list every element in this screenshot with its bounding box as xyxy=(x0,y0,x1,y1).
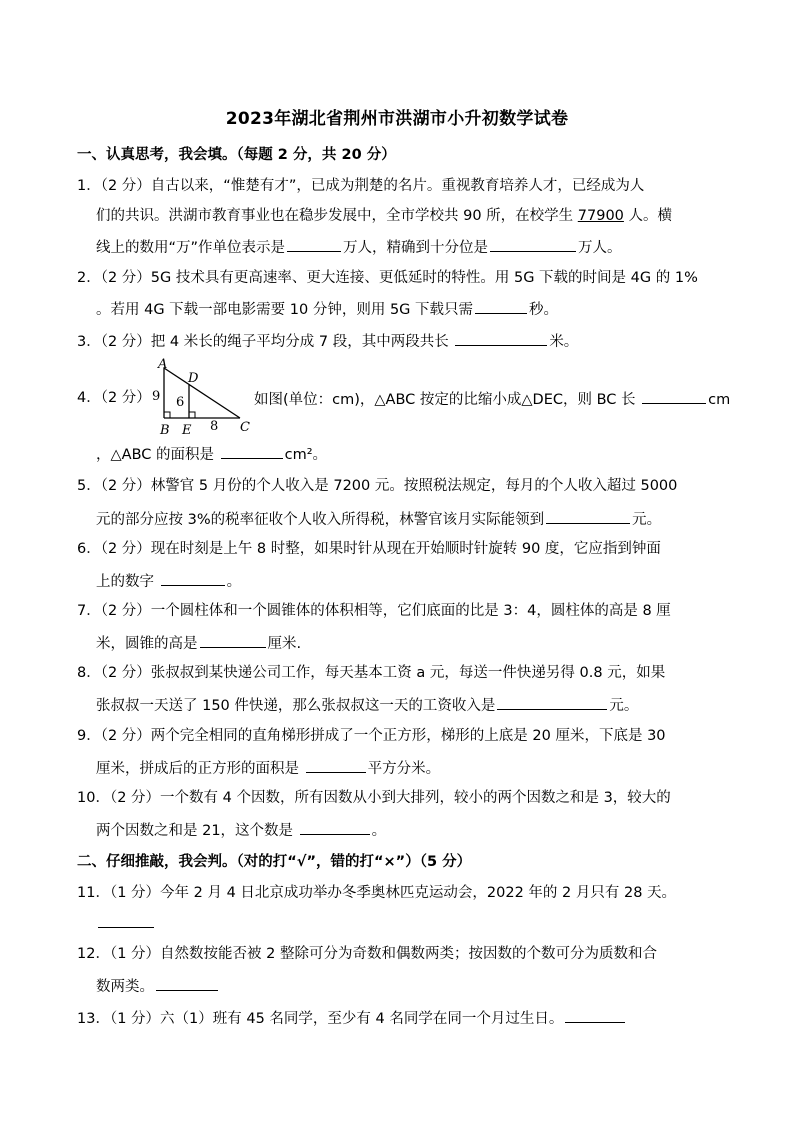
question-9-line-1: 9．（2 分）两个完全相同的直角梯形拼成了一个正方形，梯形的上底是 20 厘米，下底是 30 xyxy=(77,728,666,744)
triangle-figure xyxy=(150,356,254,438)
label-d: D xyxy=(188,371,199,386)
question-1-line-2 xyxy=(96,206,672,226)
question-2-text: 秒。 xyxy=(529,302,559,318)
question-7-text: 厘米. xyxy=(267,636,302,652)
question-4-unit: cm²。 xyxy=(284,447,328,463)
question-12-text: 数两类。 xyxy=(96,979,154,995)
exam-title: 2023年湖北省荆州市洪湖市小升初数学试卷 xyxy=(225,109,569,129)
length-9: 9 xyxy=(152,389,161,404)
answer-blank[interactable] xyxy=(221,443,283,459)
question-7-line-2 xyxy=(96,632,301,654)
question-8-line-1: 8．（2 分）张叔叔到某快递公司工作，每天基本工资 a 元，每送一件快递另得 0.8 元，如果 xyxy=(77,665,666,681)
underlined-number: 77900 xyxy=(577,208,624,224)
question-5-text: 元的部分应按 3%的税率征收个人收入所得税，林警官该月实际能领到 xyxy=(96,512,545,528)
answer-blank[interactable] xyxy=(306,757,366,773)
question-10-line-2 xyxy=(96,819,386,841)
question-6-text: 。 xyxy=(226,574,242,590)
answer-blank[interactable] xyxy=(497,694,607,710)
question-4-line-1 xyxy=(254,388,730,410)
question-3-line-1 xyxy=(77,330,578,352)
section-fill-in-heading: 一、认真思考，我会填。（每题 2 分，共 20 分） xyxy=(77,147,396,163)
question-12-line-1: 12．（1 分）自然数按能否被 2 整除可分为奇数和偶数两类；按因数的个数可分为质数和合 xyxy=(77,946,657,962)
answer-blank[interactable] xyxy=(287,236,341,252)
question-10-line-1: 10．（2 分）一个数有 4 个因数，所有因数从小到大排列，较小的两个因数之和是 3，较大的 xyxy=(77,790,671,806)
question-6-text: 上的数字 xyxy=(96,574,159,590)
length-6: 6 xyxy=(176,395,185,410)
answer-blank[interactable] xyxy=(490,236,576,252)
label-e: E xyxy=(182,423,192,438)
question-13-line-1 xyxy=(77,1007,627,1029)
question-9-text: 厘米，拼成后的正方形的面积是 xyxy=(96,761,304,777)
question-7-text: 米，圆锥的高是 xyxy=(96,636,198,652)
answer-blank[interactable] xyxy=(546,508,630,524)
question-5-text: 元。 xyxy=(632,512,662,528)
question-8-text: 张叔叔一天送了 150 件快递，那么张叔叔这一天的工资收入是 xyxy=(96,698,496,714)
question-2-line-2 xyxy=(96,298,558,320)
answer-blank[interactable] xyxy=(300,819,370,835)
answer-blank[interactable] xyxy=(161,570,225,586)
question-1-text: 万人，精确到十分位是 xyxy=(343,240,489,256)
question-8-line-2 xyxy=(96,694,638,716)
question-6-line-1: 6．（2 分）现在时刻是上午 8 时整，如果时针从现在开始顺时针旋转 90 度，它应指到钟面 xyxy=(77,541,661,557)
question-1-text: 们的共识。洪湖市教育事业也在稳步发展中，全市学校共 90 所，在校学生 xyxy=(96,208,578,224)
question-1-text: 万人。 xyxy=(578,240,622,256)
question-5-line-2 xyxy=(96,508,661,530)
question-8-text: 元。 xyxy=(609,698,639,714)
question-6-line-2 xyxy=(96,570,241,592)
question-13-text: 13．（1 分）六（1）班有 45 名同学，至少有 4 名同学在同一个月过生日。 xyxy=(77,1011,564,1027)
question-4-number: 4．（2 分） xyxy=(77,390,151,406)
question-2-text: 。若用 4G 下载一部电影需要 10 分钟，则用 5G 下载只需 xyxy=(96,302,474,318)
answer-blank[interactable] xyxy=(156,975,218,991)
question-4-text: ，△ABC 的面积是 xyxy=(96,447,219,463)
question-1-text: 线上的数用“万”作单位表示是 xyxy=(96,240,286,256)
section-judge-heading: 二、仔细推敲，我会判。（对的打“√”，错的打“×”）（5 分） xyxy=(77,854,472,870)
question-4-unit: cm xyxy=(708,392,731,408)
question-4-text: 如图(单位：cm)，△ABC 按定的比缩小成△DEC，则 BC 长 xyxy=(254,392,641,408)
label-c: C xyxy=(240,420,250,435)
question-1-line-3 xyxy=(96,236,622,258)
label-b: B xyxy=(160,423,170,438)
question-11-line-1: 11．（1 分）今年 2 月 4 日北京成功举办冬季奥林匹克运动会，2022 年的 2 月只有 28 天。 xyxy=(77,885,677,901)
label-a: A xyxy=(158,357,168,372)
question-5-line-1: 5．（2 分）林警官 5 月份的个人收入是 7200 元。按照税法规定，每月的个人收入超过 5000 xyxy=(77,478,678,494)
answer-blank[interactable] xyxy=(455,330,547,346)
question-2-line-1: 2．（2 分）5G 技术具有更高速率、更大连接、更低延时的特性。用 5G 下载的时间是 4G 的 1% xyxy=(77,270,698,286)
question-11-line-2 xyxy=(96,912,156,934)
question-10-text: 。 xyxy=(371,823,387,839)
question-9-text: 平方分米。 xyxy=(367,761,441,777)
question-3-text: 3．（2 分）把 4 米长的绳子平均分成 7 段，其中两段共长 xyxy=(77,334,454,350)
question-9-line-2 xyxy=(96,757,440,779)
question-10-text: 两个因数之和是 21，这个数是 xyxy=(96,823,298,839)
question-12-line-2 xyxy=(96,975,220,997)
question-1-line-1: 1．（2 分）自古以来，“惟楚有才”，已成为荆楚的名片。重视教育培养人才，已经成为人 xyxy=(77,178,645,194)
question-7-line-1: 7．（2 分）一个圆柱体和一个圆锥体的体积相等，它们底面的比是 3：4，圆柱体的高是 8 厘 xyxy=(77,603,671,619)
answer-blank[interactable] xyxy=(475,298,527,314)
length-8: 8 xyxy=(210,419,219,434)
answer-blank[interactable] xyxy=(565,1007,625,1023)
answer-blank[interactable] xyxy=(98,912,154,928)
question-4-line-2 xyxy=(96,443,327,465)
answer-blank[interactable] xyxy=(642,388,706,404)
question-1-text: 人。横 xyxy=(623,208,673,224)
question-3-text: 米。 xyxy=(549,334,579,350)
answer-blank[interactable] xyxy=(200,632,266,648)
